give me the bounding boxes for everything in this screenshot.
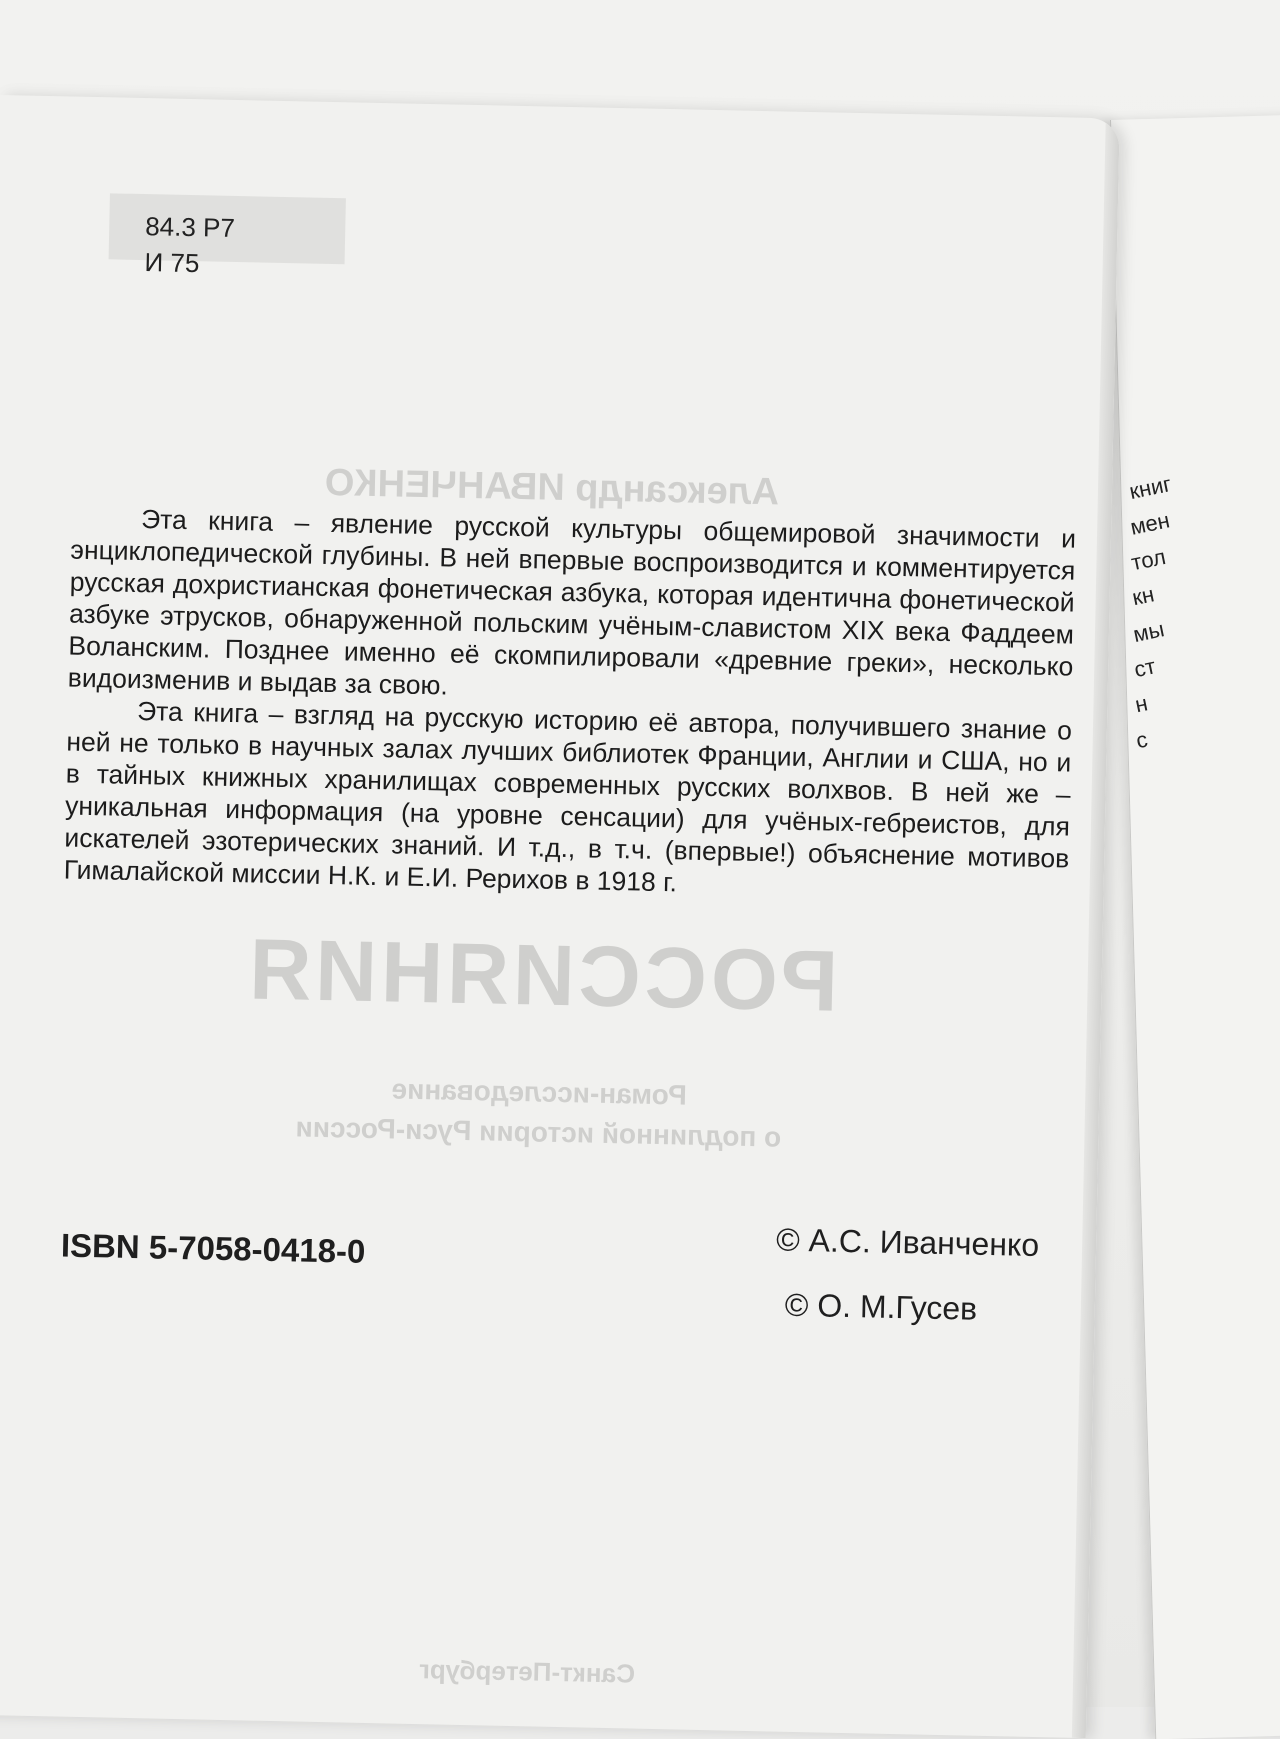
- facing-page-fragment: тол: [1129, 543, 1168, 576]
- bbk-code: 84.3 Р7: [144, 211, 236, 243]
- facing-page-fragment: с: [1133, 726, 1150, 754]
- author-mark: И 75: [144, 247, 200, 279]
- isbn: ISBN 5-7058-0418-0: [60, 1226, 366, 1270]
- book-page: [0, 95, 1120, 1738]
- show-through-subtitle: Роман-исследование: [391, 1073, 688, 1111]
- show-through-title: РОССИЯНИЯ: [244, 921, 839, 1030]
- show-through-author: Александр ИВАНЧЕНКО: [324, 461, 780, 514]
- facing-page-fragment: н: [1132, 690, 1150, 718]
- show-through-city: Санкт-Петербург: [418, 1654, 636, 1689]
- facing-page-fragment: ст: [1131, 653, 1158, 683]
- copyright-line: © О. М.Гусев: [784, 1286, 978, 1327]
- facing-page-fragment: мен: [1128, 507, 1172, 540]
- facing-page-fragment: кн: [1129, 581, 1157, 611]
- facing-page-fragment: книг: [1127, 471, 1174, 505]
- annotation-paragraph: Эта книга – явление русской культуры общемировой значимости и энциклопедической глубины. В ней впервые воспроизводится и комментируется русская дохристианская фонетическая азбука, которая идентична фонетической азбуке этрусков, обнаруженной польским учёным-славистом XIX века Фаддеем Воланским. Позднее именно её скомпилировали «древние греки», несколько видоизменив и выдав за свою.: [67, 504, 1077, 701]
- show-through-text: [0, 357, 1114, 380]
- facing-page-fragment: мы: [1131, 616, 1167, 647]
- classification-code: [144, 208, 235, 282]
- copyright-line: © А.С. Иванченко: [775, 1221, 1040, 1264]
- show-through-subtitle: о подлинной истории Руси-России: [295, 1111, 782, 1153]
- annotation-paragraph: Эта книга – взгляд на русскую историю её автора, получившего знание о ней не только в научных залах лучших библиотек Франции, Англии и США, но и в тайных книжных хранилищах современных русских волхвов. В ней же – уникальная информация (на уровне сенсации) для учёных-гебреистов, для искателей эзотерических знаний. И т.д., в т.ч. (впервые!) объяснение мотивов Гималайской миссии Н.К. и Е.И. Рерихов в 1918 г.: [63, 696, 1073, 898]
- annotation-text: [63, 502, 1076, 907]
